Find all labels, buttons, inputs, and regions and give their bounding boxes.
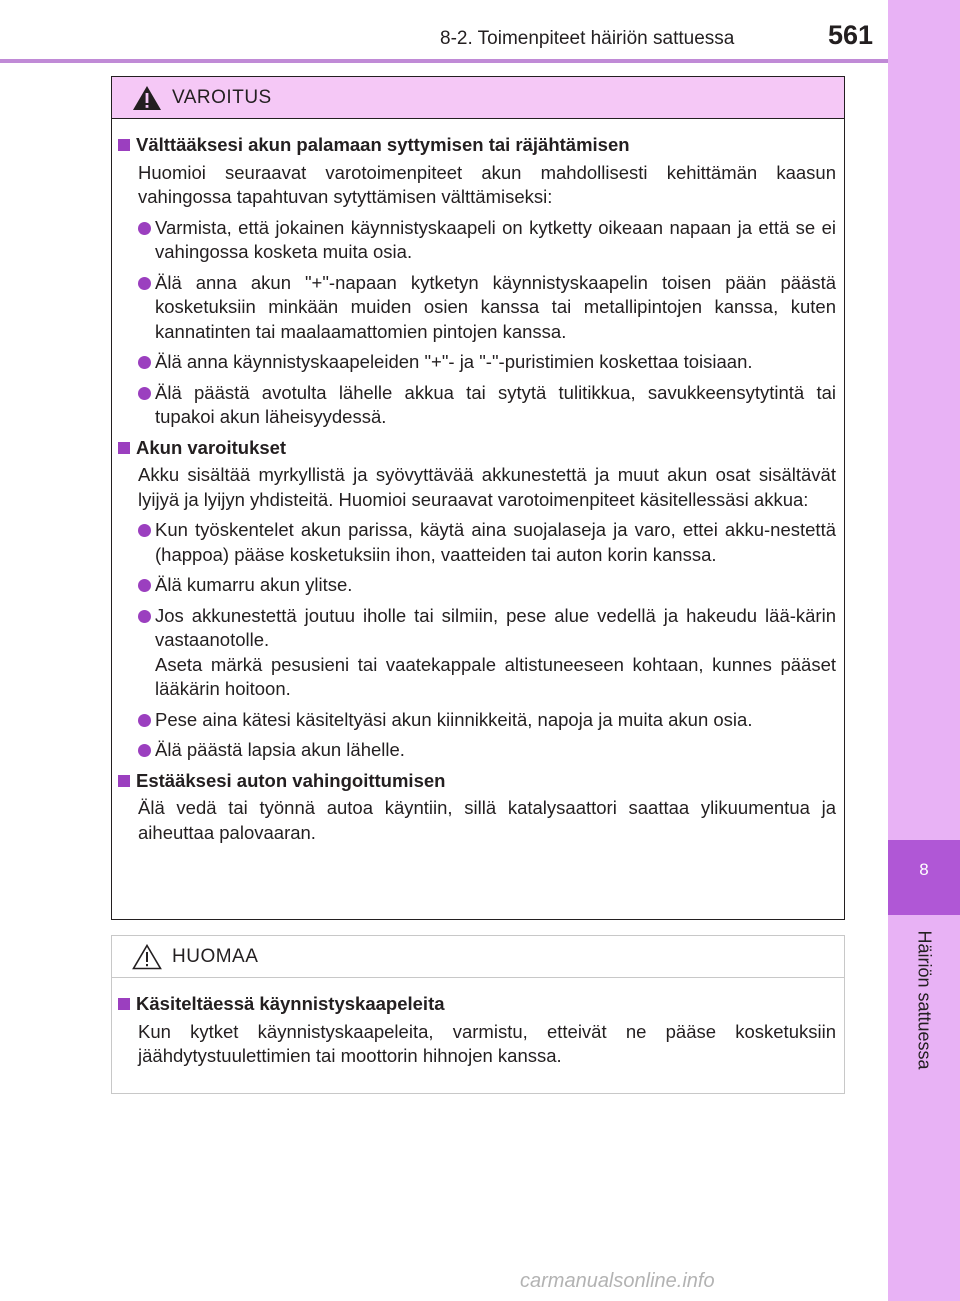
section-heading-text: Käsiteltäessä käynnistyskaapeleita bbox=[136, 993, 445, 1014]
notice-header bbox=[112, 936, 844, 978]
warning-box bbox=[111, 76, 845, 920]
list-item-text: Kun työskentelet akun parissa, käytä aina suojalaseja ja varo, ettei akku-nestettä (happoa) pääse kosketuksiin ihon, vaatteiden tai auton korin kanssa. bbox=[155, 519, 836, 565]
chapter-title: Häiriön sattuessa bbox=[914, 930, 935, 1070]
list-item bbox=[118, 738, 836, 763]
notice-box bbox=[111, 935, 845, 1094]
circle-bullet-icon bbox=[138, 524, 151, 537]
page-number: 561 bbox=[828, 20, 874, 50]
section-heading-text: Akun varoitukset bbox=[136, 436, 287, 458]
list-item-text-extra: Aseta märkä pesusieni tai vaatekappale altistuneeseen kohtaan, kunnes pääset lääkärin hoitoon. bbox=[155, 653, 836, 699]
section-text: Kun kytket käynnistyskaapeleita, varmistu, etteivät ne pääse kosketuksiin jäähdytystuulettimien tai moottorin hihnojen kanssa. bbox=[138, 1020, 836, 1066]
circle-bullet-icon bbox=[138, 744, 151, 757]
list-item-text: Varmista, että jokainen käynnistyskaapeli on kytketty oikeaan napaan ja että se ei vahingossa kosketa muita osia. bbox=[155, 216, 836, 262]
circle-bullet-icon bbox=[138, 222, 151, 235]
square-bullet-icon bbox=[118, 998, 130, 1010]
list-item bbox=[118, 350, 836, 375]
section-heading bbox=[118, 769, 836, 794]
section-heading bbox=[118, 133, 836, 158]
header-divider bbox=[0, 59, 888, 63]
warning-header bbox=[112, 77, 844, 119]
square-bullet-icon bbox=[118, 139, 130, 151]
list-item bbox=[118, 381, 836, 430]
notice-body bbox=[112, 978, 844, 1069]
list-item bbox=[118, 604, 836, 702]
section-heading-text: Välttääksesi akun palamaan syttymisen tai räjähtämisen bbox=[136, 134, 630, 155]
list-item-text bbox=[155, 604, 836, 702]
list-item bbox=[118, 216, 836, 265]
circle-bullet-icon bbox=[138, 714, 151, 727]
warning-label: VAROITUS bbox=[172, 87, 272, 108]
square-bullet-icon bbox=[118, 442, 130, 454]
section-text: Älä vedä tai työnnä autoa käyntiin, sillä katalysaattori saattaa ylikuumentua ja aiheuttaa palovaaran. bbox=[138, 797, 836, 843]
warning-body bbox=[112, 119, 844, 845]
list-item-text: Älä päästä lapsia akun lähelle. bbox=[155, 739, 405, 760]
list-item-text-main: Jos akkunestettä joutuu iholle tai silmiin, pese alue vedellä ja hakeudu lää-kärin vastaanotolle. bbox=[155, 604, 836, 650]
section-text: Akku sisältää myrkyllistä ja syövyttävää akkunestettä ja muut akun osat sisältävät lyijyä ja lyijyn yhdisteitä. Huomioi seuraavat varotoimenpiteet käsitellessäsi akkua: bbox=[138, 464, 836, 510]
circle-bullet-icon bbox=[138, 387, 151, 400]
caution-triangle-icon bbox=[132, 944, 162, 970]
list-item-text: Pese aina kätesi käsiteltyäsi akun kiinnikkeitä, napoja ja muita akun osia. bbox=[155, 708, 753, 730]
circle-bullet-icon bbox=[138, 579, 151, 592]
section-heading bbox=[118, 992, 836, 1017]
list-item-text: Älä päästä avotulta lähelle akkua tai sytytä tulitikkua, savukkeensytytintä tai tupakoi akun läheisyydessä. bbox=[155, 381, 836, 427]
list-item bbox=[118, 518, 836, 567]
list-item bbox=[118, 708, 836, 733]
chapter-number: 8 bbox=[919, 860, 929, 879]
list-item bbox=[118, 573, 836, 598]
circle-bullet-icon bbox=[138, 277, 151, 290]
chapter-side-tab bbox=[888, 0, 960, 1301]
circle-bullet-icon bbox=[138, 356, 151, 369]
list-item-text: Älä anna akun "+"-napaan kytketyn käynnistyskaapelin toisen pään päästä kosketuksiin minkään muiden osien kanssa tai metallipintojen kanssa, kuten kannatinten tai maalaamattomien pintojen kanssa. bbox=[155, 271, 836, 342]
watermark: carmanualsonline.info bbox=[520, 1270, 715, 1292]
list-item-text: Älä kumarru akun ylitse. bbox=[155, 574, 353, 595]
section-heading-text: Estääksesi auton vahingoittumisen bbox=[136, 769, 446, 791]
section-text: Huomioi seuraavat varotoimenpiteet akun mahdollisesti kehittämän kaasun vahingossa tapahtuvan sytyttämisen välttämiseksi: bbox=[138, 161, 836, 207]
square-bullet-icon bbox=[118, 775, 130, 787]
section-title: 8-2. Toimenpiteet häiriön sattuessa bbox=[440, 28, 735, 49]
notice-label: HUOMAA bbox=[172, 946, 259, 967]
list-item-text: Älä anna käynnistyskaapeleiden "+"- ja "-"-puristimien koskettaa toisiaan. bbox=[155, 351, 753, 372]
warning-triangle-icon bbox=[132, 85, 162, 111]
chapter-number-block bbox=[888, 840, 960, 915]
section-heading bbox=[118, 436, 836, 461]
list-item bbox=[118, 271, 836, 345]
circle-bullet-icon bbox=[138, 610, 151, 623]
